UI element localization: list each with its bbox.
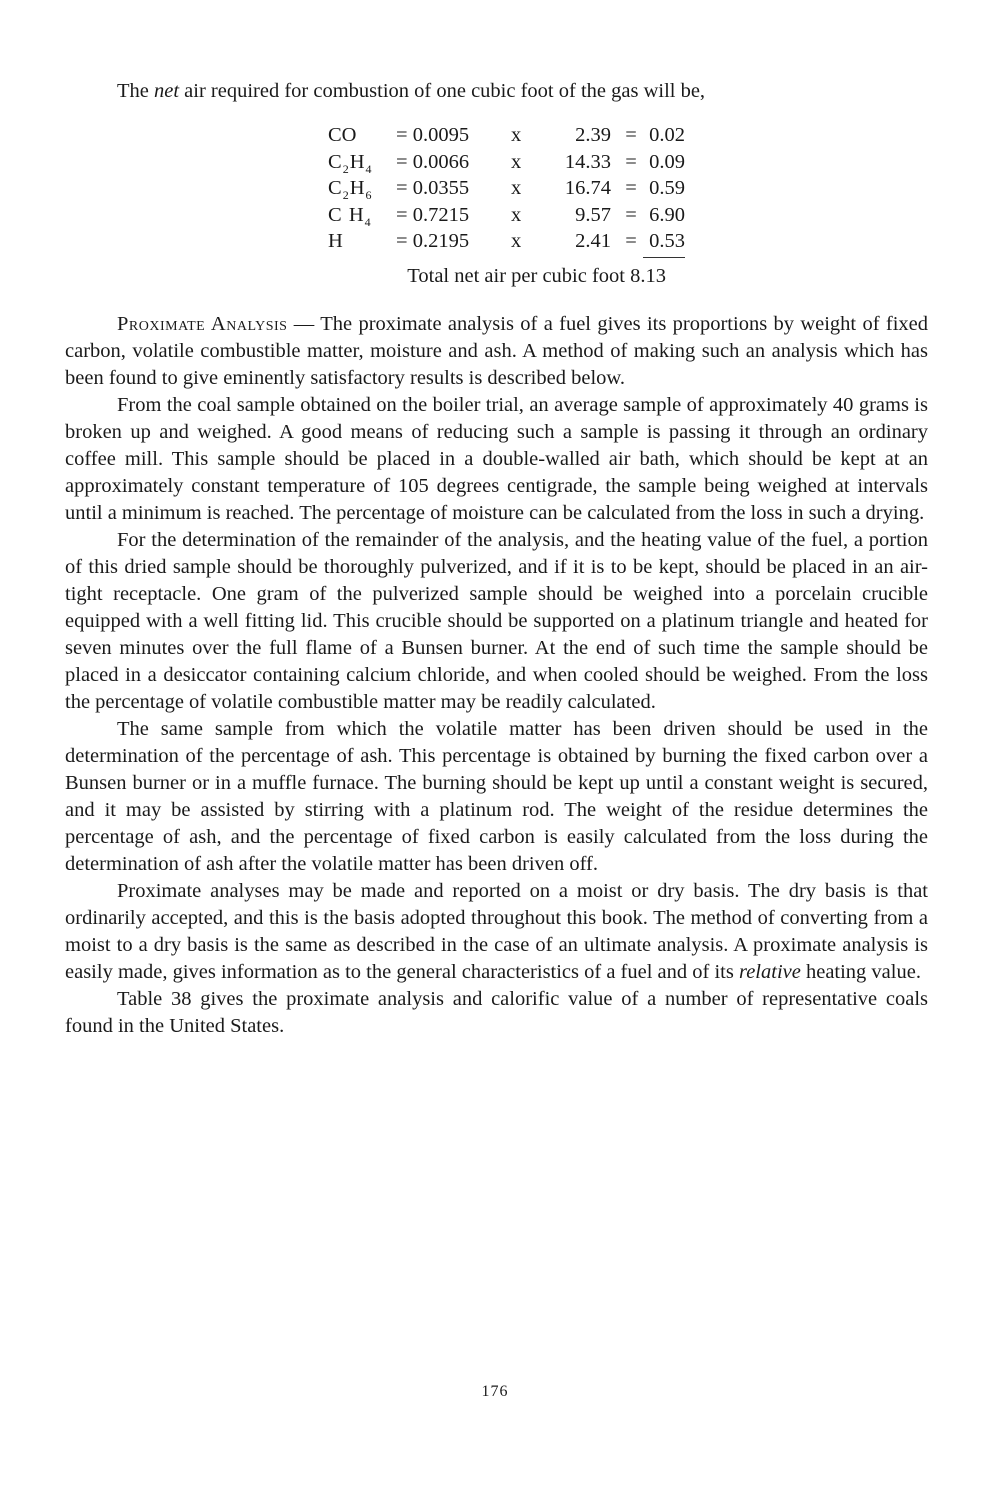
air-result: 0.53 [643,230,685,257]
air-multiplier: 2.41 [575,230,611,252]
intro-before: The [117,80,154,102]
air-result: 0.09 [649,150,685,173]
section-heading: Proximate Analysis [117,313,288,335]
volume-fraction: = 0.0066 [396,150,470,173]
volume-fraction: = 0.2195 [396,230,470,252]
page-number: 176 [481,1383,509,1400]
gas-component: H [328,230,343,252]
times-sign: x [511,150,522,173]
equals-sign: = [625,124,637,146]
table-row [328,230,685,257]
air-multiplier: 16.74 [564,177,611,199]
paragraph: The same sample from which the volatile matter has been driven should be used in the determination of the percentage of ash. This percentage is obtained by burning the fixed carbon over a Bunsen burner or in a muffle furnace. The burning should be kept up until a constant weight is secured, and it may be assisted by stirring with a platinum rod. The weight of the residue determines the percentage of ash, and the percentage of fixed carbon is easily calculated from the loss during the determination of ash after the volatile matter has been driven off. [65,718,928,875]
intro-after: air required for combustion of one cubic foot of the gas will be, [179,80,706,102]
times-sign: x [511,124,522,146]
air-result: 0.02 [649,124,685,146]
volume-fraction: = 0.0355 [396,177,470,199]
table-row [328,124,685,151]
volume-fraction: = 0.7215 [396,203,470,226]
table-row [328,177,685,204]
total-net-air [342,265,666,288]
air-multiplier: 9.57 [575,203,611,226]
paragraph: For the determination of the remainder of the analysis, and the heating value of the fuel, a portion of this dried sample should be thoroughly pulverized, and if it is to be kept, should be placed in an air-tight receptacle. One gram of the pulverized sample should be weighed into a porcelain crucible equipped with a well fitting lid. This crucible should be supported on a platinum triangle and heated for seven minutes over the full flame of a Bunsen burner. At the end of such time the sample should be placed in a desiccator containing calcium chloride, and when cooled should be weighed. From the loss the percentage of volatile combustible matter may be readily calculated. [65,529,928,713]
equals-sign: = [625,150,637,173]
intro-emphasis: net [154,80,180,102]
equals-sign: = [625,177,637,199]
gas-component: $C_2H_6$ [328,177,372,202]
air-result: 6.90 [649,203,685,226]
air-result: 0.59 [649,177,685,199]
total-value: 8.13 [630,265,666,287]
gas-component: C $H_4$ [328,203,371,229]
times-sign: x [511,177,522,199]
body-text [65,311,928,1040]
emphasis: relative [738,961,801,983]
paragraph: Table 38 gives the proximate analysis and calorific value of a number of representative coals found in the United States. [65,988,928,1037]
intro-sentence [117,78,877,104]
table-row [328,151,685,178]
times-sign: x [511,203,522,226]
air-requirement-table [328,124,685,258]
equals-sign: = [625,203,637,226]
paragraph: Proximate analyses may be made and reported on a moist or dry basis. The dry basis is that ordinarily accepted, and this is the basis adopted throughout this book. The method of converting from a moist to a dry basis is the same as described in the case of an ultimate analysis. A proximate analysis is easily made, gives information as to the general characteristics of a fuel and of its relative heating value. [65,880,928,983]
equals-sign: = [625,230,637,252]
times-sign: x [511,230,522,252]
gas-component: $C_2H_4$ [328,150,372,176]
gas-component: CO [328,124,357,146]
volume-fraction: = 0.0095 [396,124,470,146]
paragraph: Proximate Analysis — The proximate analysis of a fuel gives its proportions by weight of fixed carbon, volatile combustible matter, moisture and ash. A method of making such an analysis which has been found to give eminently satisfactory results is described below. [65,313,928,389]
total-label: Total net air per cubic foot [407,265,625,287]
paragraph: From the coal sample obtained on the boiler trial, an average sample of approximately 40 grams is broken up and weighed. A good means of reducing such a sample is passing it through an ordinary coffee mill. This sample should be placed in a double-walled air bath, which should be kept at an approximately constant temperature of 105 degrees centigrade, the sample being weighed at intervals until a minimum is reached. The percentage of moisture can be calculated from the loss in such a drying. [65,394,928,524]
air-multiplier: 2.39 [575,124,611,146]
air-multiplier: 14.33 [564,150,611,173]
table-row [328,204,685,231]
